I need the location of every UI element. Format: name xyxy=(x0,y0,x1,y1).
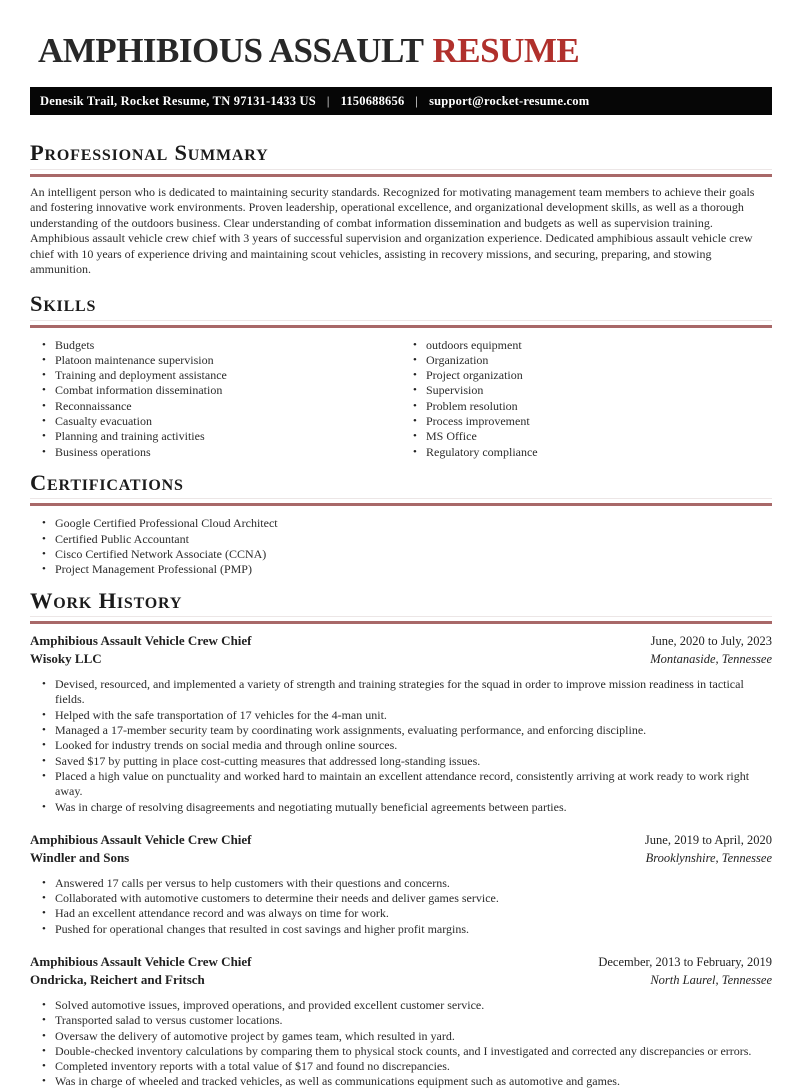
skill-item: • Reconnaissance xyxy=(41,399,401,414)
section-certifications xyxy=(30,469,772,578)
resume-title xyxy=(30,33,772,68)
job-bullet: • Devised, resourced, and implemented a variety of strength and training strategies for the squad in order to improve mission readiness in tactical fields. xyxy=(41,677,772,708)
job-bullet: • Looked for industry trends on social media and through online sources. xyxy=(41,738,772,753)
job-bullet: • Placed a high value on punctuality and worked hard to maintain an excellent attendance record, consistently arriving at work ready to work right away. xyxy=(41,769,772,800)
skill-item: • Project organization xyxy=(412,368,772,383)
job-title: Amphibious Assault Vehicle Crew Chief xyxy=(30,633,252,649)
contact-phone: 1150688656 xyxy=(340,93,405,108)
skill-item: • Process improvement xyxy=(412,414,772,429)
skill-item: • Budgets xyxy=(41,338,401,353)
contact-email: support@rocket-resume.com xyxy=(429,93,590,108)
job-bullets xyxy=(41,677,772,815)
skill-item: • Organization xyxy=(412,353,772,368)
section-professional-summary xyxy=(30,142,772,278)
skills-list-right xyxy=(412,338,772,460)
job-bullet: • Was in charge of wheeled and tracked vehicles, as well as communications equipment such as automotive and games. xyxy=(41,1074,772,1089)
contact-bar xyxy=(30,87,772,115)
section-work-history xyxy=(30,587,772,1090)
skill-item: • Combat information dissemination xyxy=(41,383,401,398)
section-skills xyxy=(30,293,772,460)
contact-separator: | xyxy=(415,93,419,108)
section-rule xyxy=(30,621,772,624)
job-bullet: • Answered 17 calls per versus to help customers with their questions and concerns. xyxy=(41,876,772,891)
job-bullet: • Double-checked inventory calculations by comparing them to physical stock counts, and I investigated and corrected any discrepancies or errors. xyxy=(41,1044,772,1059)
section-rule xyxy=(30,174,772,177)
skill-item: • Regulatory compliance xyxy=(412,445,772,460)
skill-item: • outdoors equipment xyxy=(412,338,772,353)
job-location: North Laurel, Tennessee xyxy=(650,972,772,987)
job-title: Amphibious Assault Vehicle Crew Chief xyxy=(30,831,252,847)
job-dates: June, 2019 to April, 2020 xyxy=(644,832,772,847)
summary-text: An intelligent person who is dedicated to maintaining security standards. Recognized for motivating management team members to achieve their goals and fostering innovative work environments. Proven leadership, operational excellence, and organizational development skills, as well as a thorough understanding of the outdoors business. Clear understanding of combat information dissemination and budgets as well as supervision training. Amphibious assault vehicle crew chief with 3 years of successful supervision and organization experience. Dedicated amphibious assault vehicle crew chief with 10 years of experience driving and maintaining scout vehicles, assisting in recovery missions, and securing, preparing, and stowing ammunition. xyxy=(30,184,755,277)
job-location: Montanaside, Tennessee xyxy=(650,652,772,667)
job-bullet: • Completed inventory reports with a total value of $17 and found no discrepancies. xyxy=(41,1059,772,1074)
certification-item: • Certified Public Accountant xyxy=(41,532,772,547)
skill-item: • Problem resolution xyxy=(412,399,772,414)
job-bullet: • Saved $17 by putting in place cost-cutting measures that addressed long-standing issues. xyxy=(41,754,772,769)
job-dates: June, 2020 to July, 2023 xyxy=(650,634,772,649)
work-history-entry xyxy=(30,831,772,937)
job-header-row xyxy=(30,831,772,849)
heading-professional-summary: Professional Summary xyxy=(30,142,772,170)
job-bullets xyxy=(41,876,772,937)
skill-item: • MS Office xyxy=(412,429,772,444)
job-bullet: • Pushed for operational changes that resulted in cost savings and higher profit margins. xyxy=(41,922,772,937)
job-subheader-row xyxy=(30,650,772,668)
skill-item: • Platoon maintenance supervision xyxy=(41,353,401,368)
job-bullet: • Managed a 17-member security team by coordinating work assignments, evaluating performance, and enforcing discipline. xyxy=(41,723,772,738)
job-company: Wisoky LLC xyxy=(30,651,102,667)
resume-title-accent: RESUME xyxy=(432,31,580,70)
job-subheader-row xyxy=(30,971,772,989)
job-title: Amphibious Assault Vehicle Crew Chief xyxy=(30,953,252,969)
skill-item: • Casualty evacuation xyxy=(41,414,401,429)
certification-item: • Cisco Certified Network Associate (CCNA) xyxy=(41,547,772,562)
certification-item: • Project Management Professional (PMP) xyxy=(41,562,772,577)
job-bullet: • Helped with the safe transportation of 17 vehicles for the 4-man unit. xyxy=(41,708,772,723)
job-subheader-row xyxy=(30,849,772,867)
job-bullet: • Solved automotive issues, improved operations, and provided excellent customer service. xyxy=(41,998,772,1013)
contact-address: Denesik Trail, Rocket Resume, TN 97131-1433 US xyxy=(40,93,316,108)
skill-item: • Business operations xyxy=(41,445,401,460)
job-bullet: • Transported salad to versus customer locations. xyxy=(41,1013,772,1028)
job-header-row xyxy=(30,632,772,650)
certification-item: • Google Certified Professional Cloud Architect xyxy=(41,516,772,531)
job-location: Brooklynshire, Tennessee xyxy=(645,850,772,865)
job-bullets xyxy=(41,998,772,1090)
job-company: Windler and Sons xyxy=(30,849,130,865)
heading-certifications: Certifications xyxy=(30,472,772,500)
job-bullet: • Was in charge of resolving disagreements and negotiating mutually beneficial agreements between parties. xyxy=(41,800,772,815)
skill-item: • Training and deployment assistance xyxy=(41,368,401,383)
skill-item: • Supervision xyxy=(412,383,772,398)
certifications-list xyxy=(41,516,772,577)
work-history-entry xyxy=(30,953,772,1090)
job-company: Ondricka, Reichert and Fritsch xyxy=(30,971,205,987)
section-rule xyxy=(30,503,772,506)
skill-item: • Planning and training activities xyxy=(41,429,401,444)
resume-title-main: AMPHIBIOUS ASSAULT xyxy=(38,31,424,70)
job-dates: December, 2013 to February, 2019 xyxy=(598,954,772,969)
skills-list-left xyxy=(41,338,401,460)
heading-skills: Skills xyxy=(30,293,772,321)
skills-columns xyxy=(30,328,772,460)
work-history-entry xyxy=(30,632,772,815)
job-bullet: • Had an excellent attendance record and was always on time for work. xyxy=(41,906,772,921)
job-bullet: • Oversaw the delivery of automotive project by games team, which resulted in yard. xyxy=(41,1029,772,1044)
job-header-row xyxy=(30,953,772,971)
job-bullet: • Collaborated with automotive customers to determine their needs and deliver games service. xyxy=(41,891,772,906)
contact-separator: | xyxy=(326,93,330,108)
heading-work-history: Work History xyxy=(30,590,772,618)
